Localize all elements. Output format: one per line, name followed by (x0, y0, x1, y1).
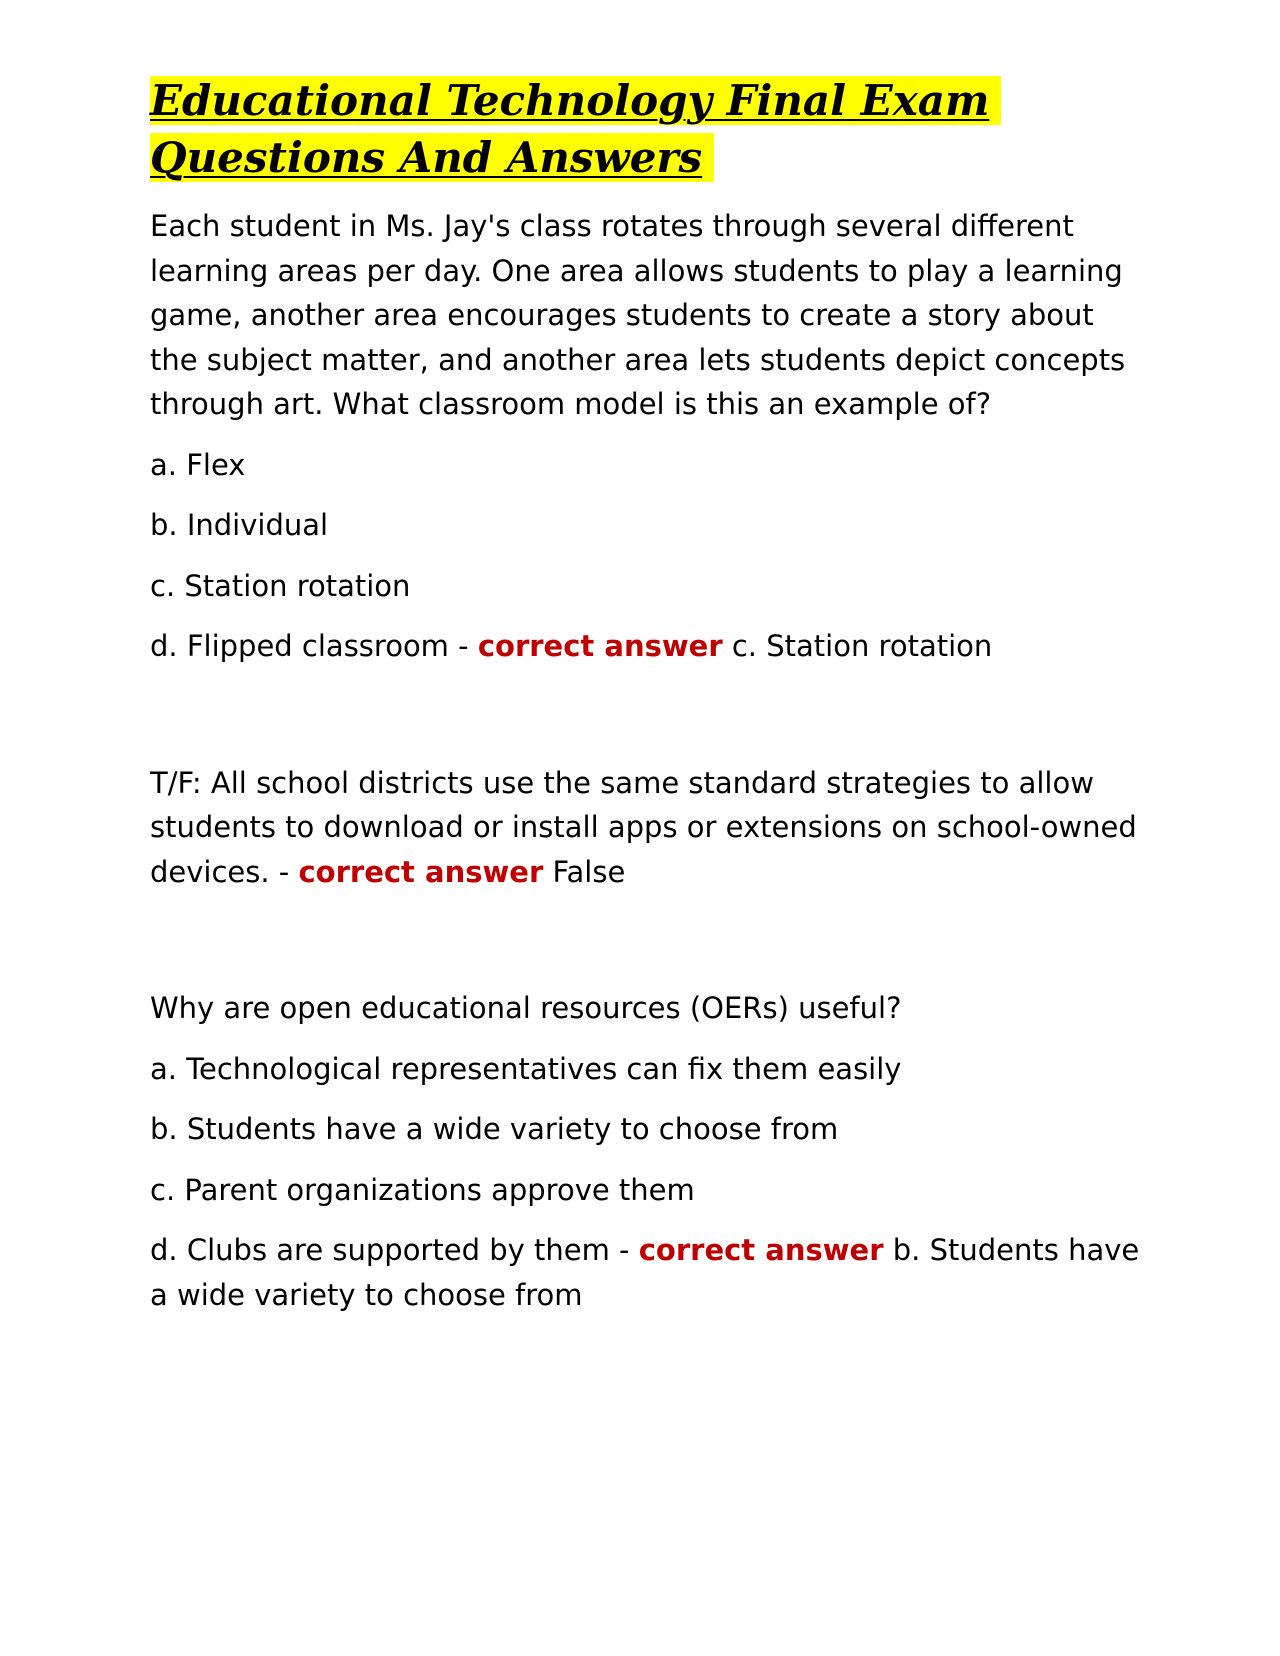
spacer (150, 685, 1140, 761)
option-b: b. Individual (150, 508, 329, 542)
option-d: d. Flipped classroom - (150, 629, 478, 663)
option-a: a. Flex (150, 447, 246, 482)
spacer (150, 910, 1140, 986)
question-prompt: Why are open educational resources (OERs) useful? (150, 991, 902, 1025)
option-c: c. Parent organizations approve them (150, 1172, 695, 1207)
question-block-1 (150, 204, 1140, 669)
document-title (150, 72, 1140, 186)
option-d: d. Clubs are supported by them - (150, 1233, 639, 1267)
option-d-with-answer (150, 1228, 1140, 1317)
option-a: a. Technological representatives can fix them easily (150, 1051, 902, 1086)
document-page (150, 72, 1140, 1333)
question-prompt: T/F: All school districts use the same standard strategies to allow students to download or install apps or extensions on school-owned devices. - (150, 765, 1137, 889)
option-c: c. Station rotation (150, 568, 411, 603)
title-line-2: Questions And Answers (150, 133, 714, 182)
question-prompt-with-answer (150, 761, 1140, 895)
question-prompt: Each student in Ms. Jay's class rotates through several different learning areas per day. One area allows students to play a learning game, another area encourages students to create a story about the subject matter, and another area lets students depict concepts through art. What classroom model is this an example of? (150, 209, 1126, 421)
option-d-with-answer (150, 624, 1140, 669)
question-block-3 (150, 986, 1140, 1317)
correct-answer-label: correct answer (298, 854, 544, 889)
correct-answer-label: correct answer (638, 1233, 884, 1267)
correct-answer-text: b. Students have a wide variety to choose from (150, 1233, 1140, 1312)
correct-answer-text: c. Station rotation (731, 629, 993, 663)
question-block-2 (150, 761, 1140, 895)
title-line-1: Educational Technology Final Exam (150, 76, 1001, 125)
correct-answer-text: False (552, 854, 626, 889)
correct-answer-label: correct answer (477, 629, 723, 663)
option-b: b. Students have a wide variety to choose from (150, 1112, 839, 1146)
